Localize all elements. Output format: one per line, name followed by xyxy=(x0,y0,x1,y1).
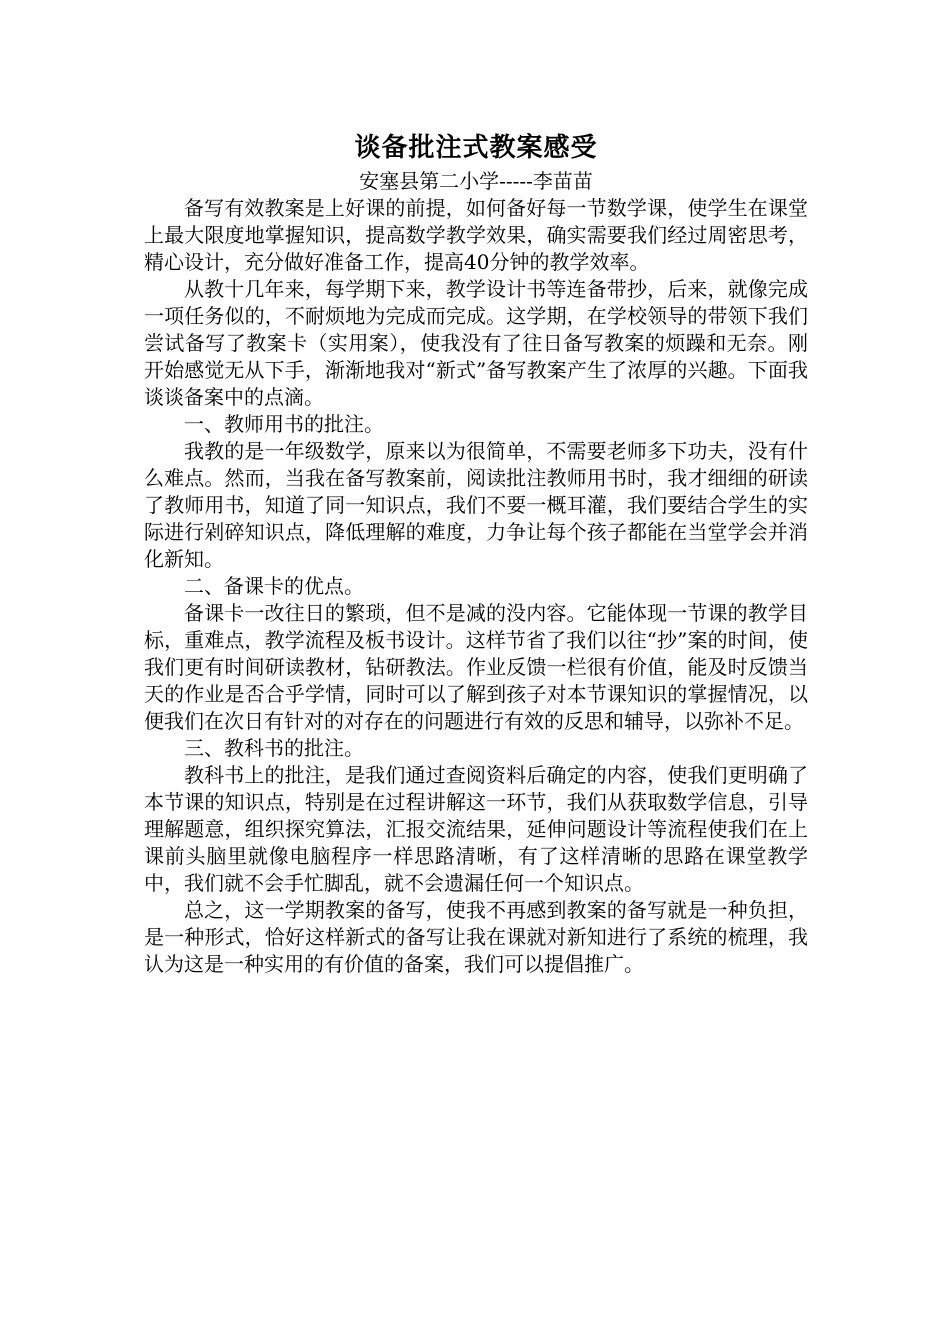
paragraph-background: 从教十几年来，每学期下来，教学设计书等连备带抄，后来，就像完成一项任务似的，不耐烦地为完成而完成。这学期，在学校领导的带领下我们尝试备写了教案卡（实用案），使我没有了往日备写教案的烦躁和无奈。刚开始感觉无从下手，渐渐地我对“新式”备写教案产生了浓厚的兴趣。下面我谈谈备案中的点滴。 xyxy=(144,277,808,409)
paragraph-section-2: 备课卡一改往日的繁琐，但不是减的没内容。它能体现一节课的教学目标，重难点，教学流程及板书设计。这样节省了我们以往“抄”案的时间，使我们更有时间研读教材，钻研教法。作业反馈一栏很有价值，能及时反馈当天的作业是否合乎学情，同时可以了解到孩子对本节课知识的掌握情况，以便我们在次日有针对的对存在的问题进行有效的反思和辅导，以弥补不足。 xyxy=(144,601,808,733)
section-heading-2: 二、备课卡的优点。 xyxy=(184,574,364,598)
section-heading-3: 三、教科书的批注。 xyxy=(184,736,364,760)
document-title: 谈备批注式教案感受 xyxy=(354,133,598,163)
author-line: 安塞县第二小学-----李苗苗 xyxy=(359,169,593,193)
document-page xyxy=(144,128,808,978)
section-heading-1: 一、教师用书的批注。 xyxy=(184,412,384,436)
paragraph-section-3: 教科书上的批注，是我们通过查阅资料后确定的内容，使我们更明确了本节课的知识点，特别是在过程讲解这一环节，我们从获取数学信息，引导理解题意，组织探究算法，汇报交流结果，延伸问题设计等流程使我们在上课前头脑里就像电脑程序一样思路清晰，有了这样清晰的思路在课堂教学中，我们就不会手忙脚乱，就不会遗漏任何一个知识点。 xyxy=(144,763,808,895)
paragraph-intro: 备写有效教案是上好课的前提，如何备好每一节数学课，使学生在课堂上最大限度地掌握知识，提高数学教学效果，确实需要我们经过周密思考，精心设计，充分做好准备工作，提高40分钟的教学效率。 xyxy=(144,196,808,274)
paragraph-conclusion: 总之，这一学期教案的备写，使我不再感到教案的备写就是一种负担，是一种形式，恰好这样新式的备写让我在课就对新知进行了系统的梳理，我认为这是一种实用的有价值的备案，我们可以提倡推广。 xyxy=(144,898,808,976)
paragraph-section-1: 我教的是一年级数学，原来以为很简单，不需要老师多下功夫，没有什么难点。然而，当我在备写教案前，阅读批注教师用书时，我才细细的研读了教师用书，知道了同一知识点，我们不要一概耳灌，我们要结合学生的实际进行剁碎知识点，降低理解的难度，力争让每个孩子都能在当堂学会并消化新知。 xyxy=(144,439,808,571)
